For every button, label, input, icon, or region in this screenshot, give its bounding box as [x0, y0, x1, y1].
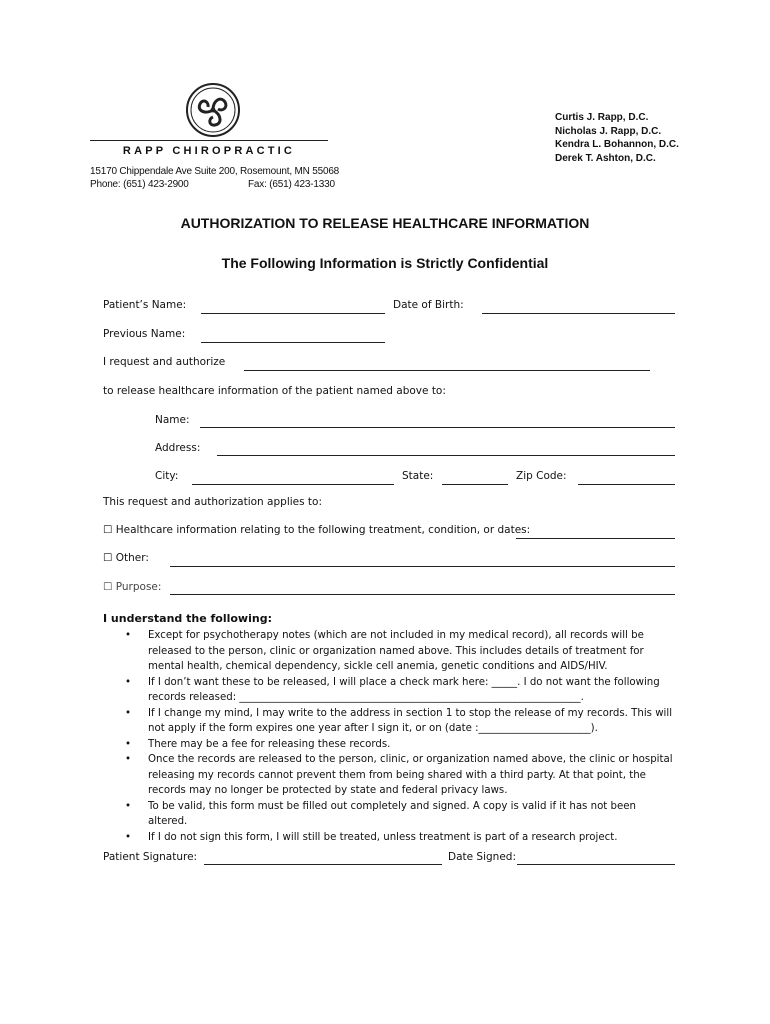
triskelion-logo-icon: [185, 82, 241, 138]
bullet-icon: •: [125, 630, 132, 641]
list-item-text: If I do not sign this form, I will still be treated, unless treatment is part of a research project.: [148, 831, 618, 843]
request-authorize-label: I request and authorize: [103, 356, 226, 368]
healthcare-info-checkbox[interactable]: ☐ Healthcare information relating to the following treatment, condition, or dates:: [103, 524, 531, 536]
form-subtitle: The Following Information is Strictly Confidential: [221, 255, 549, 271]
list-item: [125, 706, 675, 737]
recipient-state-label: State:: [402, 470, 434, 482]
clinic-address: 15170 Chippendale Ave Suite 200, Rosemount, MN 55068: [90, 166, 340, 177]
bullet-icon: •: [125, 831, 132, 843]
bullet-icon: •: [125, 707, 132, 719]
patient-signature-field[interactable]: [204, 864, 442, 865]
doctor-name: Derek T. Ashton, D.C.: [555, 152, 656, 164]
recipient-zip-field[interactable]: [578, 484, 675, 485]
dob-field[interactable]: [482, 313, 675, 314]
list-item-text: If I change my mind, I may write to the address in section 1 to stop the release of my records. This will not apply if the form expires one year after I sign it, or on (date :______________________).: [148, 707, 673, 734]
list-item-text: There may be a fee for releasing these records.: [148, 738, 391, 750]
authorized-party-field[interactable]: [244, 370, 650, 371]
bullet-icon: •: [125, 676, 132, 688]
logo-divider: [90, 140, 328, 141]
clinic-phone: Phone: (651) 423-2900: [90, 179, 189, 190]
list-item: [125, 737, 675, 753]
applies-to-label: This request and authorization applies to:: [103, 496, 322, 508]
purpose-field[interactable]: [170, 594, 675, 595]
other-field[interactable]: [170, 566, 675, 567]
list-item-text: To be valid, this form must be filled out completely and signed. A copy is valid if it has not been altered.: [148, 800, 636, 827]
doctor-name: Nicholas J. Rapp, D.C.: [555, 125, 662, 137]
recipient-city-label: City:: [155, 470, 179, 482]
patient-name-field[interactable]: [201, 313, 385, 314]
previous-name-label: Previous Name:: [103, 328, 186, 340]
clinic-logo: [185, 82, 241, 138]
clinic-fax: Fax: (651) 423-1330: [248, 179, 335, 190]
bullet-icon: •: [125, 754, 132, 765]
list-item-text: If I don’t want these to be released, I will place a check mark here: _____. I do not want the following records released: ___________________________________________________________________.: [148, 676, 660, 703]
bullet-icon: •: [125, 800, 132, 812]
form-title: AUTHORIZATION TO RELEASE HEALTHCARE INFORMATION: [180, 215, 590, 231]
patient-signature-label: Patient Signature:: [103, 851, 198, 863]
brand-name: RAPP CHIROPRACTIC: [122, 145, 296, 157]
recipient-address-field[interactable]: [217, 455, 675, 456]
bullet-icon: •: [125, 738, 132, 750]
understand-list: [125, 628, 675, 845]
doctor-list: [555, 111, 679, 165]
previous-name-field[interactable]: [201, 342, 385, 343]
date-signed-field[interactable]: [517, 864, 675, 865]
release-to-label: to release healthcare information of the patient named above to:: [103, 385, 446, 397]
recipient-city-field[interactable]: [192, 484, 394, 485]
list-item: [125, 799, 675, 830]
other-checkbox[interactable]: ☐ Other:: [103, 552, 149, 564]
recipient-name-label: Name:: [155, 414, 190, 426]
list-item-text: Once the records are released to the person, clinic, or organization named above, the clinic or hospital releasing my records cannot prevent them from being shared with a third party. At that point, the records may no longer be protected by state and federal privacy laws.: [148, 754, 673, 796]
date-signed-label: Date Signed:: [448, 851, 516, 863]
recipient-name-field[interactable]: [200, 427, 675, 428]
doctor-name: Curtis J. Rapp, D.C.: [555, 112, 649, 123]
recipient-address-label: Address:: [155, 442, 201, 454]
healthcare-info-field[interactable]: [516, 538, 675, 539]
list-item-text: Except for psychotherapy notes (which are not included in my medical record), all records will be released to the person, clinic or organization named above. This includes details of treatment for mental health, chemical dependency, sickle cell anemia, genetic conditions and AIDS/HIV.: [148, 630, 644, 672]
purpose-checkbox[interactable]: ☐ Purpose:: [103, 581, 162, 593]
list-item: [125, 628, 675, 675]
dob-label: Date of Birth:: [393, 299, 464, 311]
doctor-name: Kendra L. Bohannon, D.C.: [555, 139, 679, 150]
recipient-state-field[interactable]: [442, 484, 508, 485]
list-item: [125, 675, 675, 706]
recipient-zip-label: Zip Code:: [516, 470, 567, 482]
list-item: [125, 752, 675, 799]
understand-heading: I understand the following:: [103, 612, 272, 625]
list-item: [125, 830, 675, 846]
patient-name-label: Patient’s Name:: [103, 299, 187, 311]
